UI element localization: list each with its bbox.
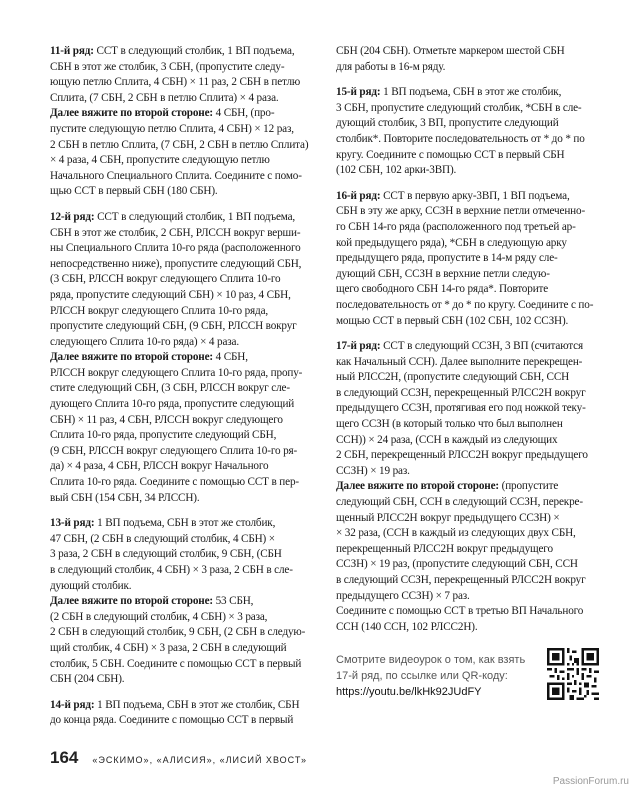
text-line: [50, 563, 316, 579]
text-line: [336, 589, 600, 605]
line-text: дующего Сплита 10-го ряда, пропустите следующий: [50, 398, 295, 411]
text-line: [336, 511, 600, 527]
line-text: да) × 4 раза, 4 СБН, РЛССН вокруг Начального: [50, 460, 269, 473]
line-text: ССТ в следующий столбик, 1 ВП подъема,: [94, 210, 296, 223]
text-line: [50, 459, 316, 475]
line-text: дующий столбик.: [50, 579, 132, 592]
line-text: Сплита 10-го ряда, пропустите следующий СБН,: [50, 429, 277, 442]
row-heading: 14-й ряд:: [50, 698, 95, 711]
page-number: 164: [50, 748, 79, 767]
line-text: ССТ в следующий столбик, 1 ВП подъема,: [93, 45, 295, 57]
text-line: [336, 204, 600, 220]
line-text: РЛССН вокруг следующего Сплита 10-го ряда,: [50, 304, 269, 317]
paragraph: [50, 106, 316, 200]
text-line: [336, 189, 600, 205]
left-column: [50, 44, 316, 739]
paragraph: [50, 516, 316, 594]
line-text: последовательность от * до * по кругу. Соедините с по-: [336, 298, 594, 311]
row-heading: Далее вяжите по второй стороне:: [336, 480, 499, 493]
text-line: [50, 366, 316, 382]
text-line: [336, 573, 600, 589]
text-line: [50, 698, 316, 714]
line-text: щий столбик, 4 СБН) × 3 раза, 2 СБН в следующий: [50, 641, 287, 654]
line-text: в следующий ССЗН, перекрещенный РЛСС2Н вокруг: [336, 386, 586, 399]
video-note-line1: Смотрите видеоурок о том, как взять: [336, 654, 526, 666]
line-text: го СБН 14-го ряда (расположенного под третьей ар-: [336, 220, 576, 233]
line-text: 4 СБН, (про-: [212, 107, 275, 120]
text-line: [336, 236, 600, 252]
line-text: 2 СБН в петлю Сплита, (7 СБН, 2 СБН в петлю Сплита): [50, 138, 309, 151]
line-text: до конца ряда. Соедините с помощью ССТ в первый: [50, 714, 294, 727]
text-line: [336, 620, 600, 636]
text-line: [50, 91, 316, 107]
text-line: [50, 241, 316, 257]
row-heading: 15-й ряд:: [336, 86, 381, 99]
text-line: [50, 184, 316, 200]
line-text: 1 ВП подъема, СБН в этот же столбик, СБН: [94, 698, 300, 711]
line-text: ССН)) × 24 раза, (ССН в каждый из следующих: [336, 433, 558, 446]
line-text: непосредственно ниже), пропустите следующий СБН,: [50, 257, 302, 270]
line-text: кой предыдущего ряда), *СБН в следующую арку: [336, 236, 567, 249]
line-text: 4 СБН,: [212, 351, 248, 364]
paragraph: [50, 594, 316, 688]
text-line: [50, 44, 316, 60]
line-text: СБН (204 СБН). Отметьте маркером шестой СБН: [336, 45, 565, 57]
line-text: ССТ в следующий ССЗН, 3 ВП (считаются: [380, 340, 583, 353]
text-line: [50, 397, 316, 413]
paragraph: [50, 44, 316, 106]
line-text: СБН в этот же столбик, 3 СБН, (пропустите следу-: [50, 60, 285, 73]
row-heading: 16-й ряд:: [336, 189, 381, 202]
text-line: [336, 267, 600, 283]
line-text: щего свободного СБН 14-го ряда*. Повторите: [336, 283, 549, 296]
text-line: [336, 557, 600, 573]
line-text: СБН (204 СБН).: [50, 673, 125, 686]
text-line: [50, 169, 316, 185]
text-line: [50, 641, 316, 657]
video-link[interactable]: https://youtu.be/lkHk92JUdFY: [336, 686, 482, 698]
paragraph: [336, 44, 600, 75]
row-heading: 17-й ряд:: [336, 340, 381, 353]
text-line: [336, 101, 600, 117]
line-text: (9 СБН, РЛССН вокруг следующего Сплита 10-го ря-: [50, 444, 298, 457]
text-line: [336, 163, 600, 179]
text-line: [50, 60, 316, 76]
line-text: СБН в этот же столбик, 2 СБН, РЛССН вокруг верши-: [50, 226, 301, 239]
text-line: [336, 148, 600, 164]
text-line: [50, 122, 316, 138]
line-text: ССЗН) × 19 раз, (пропустите следующий СБН, ССН: [336, 558, 578, 571]
line-text: СБН) × 11 раз, 4 СБН, РЛССН вокруг следующего: [50, 413, 283, 426]
text-line: [50, 381, 316, 397]
text-line: [336, 526, 600, 542]
text-line: [50, 210, 316, 226]
row-heading: Далее вяжите по второй стороне:: [50, 351, 213, 364]
text-line: [50, 335, 316, 351]
text-line: [336, 448, 600, 464]
line-text: следующий СБН, ССН в следующий ССЗН, перекре-: [336, 496, 583, 509]
line-text: столбик, 5 СБН. Соедините с помощью ССТ в первый: [50, 657, 302, 670]
line-text: перекрещенный РЛСС2Н вокруг предыдущего: [336, 542, 553, 555]
line-text: в следующий ССЗН, перекрещенный РЛСС2Н вокруг: [336, 574, 586, 586]
text-line: [50, 106, 316, 122]
qr-code-icon[interactable]: [547, 648, 599, 700]
row-heading: Далее вяжите по второй стороне:: [50, 107, 213, 120]
text-line: [50, 319, 316, 335]
paragraph: [336, 85, 600, 179]
text-line: [336, 251, 600, 267]
row-heading: Далее вяжите по второй стороне:: [50, 595, 213, 608]
text-line: [336, 298, 600, 314]
text-line: [50, 428, 316, 444]
line-text: предыдущего ССЗН, протягивая его под ножкой теку-: [336, 402, 586, 415]
line-text: кругу. Соедините с помощью ССТ в первый СБН: [336, 148, 565, 161]
line-text: Сплита 10-го ряда. Соедините с помощью ССТ в пер-: [50, 476, 299, 489]
text-line: [50, 625, 316, 641]
row-heading: 11-й ряд:: [50, 45, 94, 57]
line-text: ный РЛСС2Н, (пропустите следующий СБН, ССН: [336, 371, 570, 384]
paragraph: [336, 189, 600, 329]
text-line: [336, 44, 600, 60]
text-line: [336, 339, 600, 355]
text-line: [50, 257, 316, 273]
text-line: [336, 282, 600, 298]
line-text: щенный РЛСС2Н вокруг предыдущего ССЗН) ×: [336, 511, 560, 524]
line-text: пустите следующую петлю Сплита, 4 СБН) × 12 раз,: [50, 122, 294, 135]
text-line: [336, 60, 600, 76]
right-column: [336, 44, 600, 645]
line-text: (102 СБН, 102 арки-3ВП).: [336, 164, 457, 177]
line-text: дующий СБН, ССЗН в верхние петли следую-: [336, 267, 550, 280]
line-text: вый СБН (154 СБН, 34 РЛССН).: [50, 491, 200, 504]
row-heading: 13-й ряд:: [50, 517, 95, 530]
line-text: (2 СБН в следующий столбик, 4 СБН) × 3 раза,: [50, 610, 268, 623]
line-text: 2 СБН в следующий столбик, 9 СБН, (2 СБН в следую-: [50, 626, 306, 639]
text-line: [336, 479, 600, 495]
text-line: [50, 413, 316, 429]
text-line: [336, 370, 600, 386]
text-line: [50, 610, 316, 626]
line-text: для работы в 16-м ряду.: [336, 60, 446, 73]
line-text: ССТ в первую арку-3ВП, 1 ВП подъема,: [380, 189, 570, 202]
text-line: [336, 386, 600, 402]
line-text: 53 СБН,: [212, 595, 254, 608]
text-line: [336, 464, 600, 480]
text-line: [50, 657, 316, 673]
text-line: [336, 542, 600, 558]
text-line: [50, 475, 316, 491]
text-line: [50, 491, 316, 507]
text-line: [336, 314, 600, 330]
line-text: ССЗН) × 19 раз.: [336, 464, 410, 477]
line-text: стите следующий СБН, (3 СБН, РЛССН вокруг сле-: [50, 382, 290, 395]
text-line: [50, 532, 316, 548]
line-text: (3 СБН, РЛССН вокруг следующего Сплита 10-го: [50, 273, 281, 286]
text-line: [50, 138, 316, 154]
line-text: следующего Сплита 10-го ряда) × 4 раза.: [50, 335, 240, 348]
line-text: × 4 раза, 4 СБН, пропустите следующую петлю: [50, 154, 270, 167]
line-text: предыдущего ССЗН) × 7 раз.: [336, 589, 470, 602]
line-text: 3 раза, 2 СБН в следующий столбик, 9 СБН, (СБН: [50, 548, 282, 561]
line-text: щего ССЗН (в который только что был выполнен: [336, 418, 563, 431]
text-line: [336, 401, 600, 417]
video-note-line2: 17-й ряд, по ссылке или QR-коду:: [336, 670, 508, 682]
text-line: [50, 153, 316, 169]
text-line: [50, 713, 316, 729]
line-text: 1 ВП подъема, СБН в этот же столбик,: [94, 517, 276, 530]
line-text: щью ССТ в первый СБН (180 СБН).: [50, 185, 218, 198]
line-text: 3 СБН, пропустите следующий столбик, *СБН в сле-: [336, 101, 582, 114]
line-text: Начального Специального Сплита. Соедините с помо-: [50, 169, 302, 182]
text-line: [336, 604, 600, 620]
text-line: [50, 444, 316, 460]
line-text: ССН (140 ССН, 102 РЛСС2Н).: [336, 620, 478, 633]
line-text: мощью ССТ в первый СБН (102 СБН, 102 ССЗН).: [336, 314, 569, 327]
watermark: PassionForum.ru: [552, 776, 629, 787]
line-text: СБН в эту же арку, ССЗН в верхние петли отмеченно-: [336, 205, 586, 218]
line-text: РЛССН вокруг следующего Сплита 10-го ряда, пропу-: [50, 366, 303, 379]
text-line: [50, 272, 316, 288]
text-line: [336, 495, 600, 511]
text-line: [50, 226, 316, 242]
paragraph: [336, 339, 600, 479]
line-text: предыдущего ряда, пропустите в 14-м ряду сле-: [336, 252, 558, 265]
text-line: [336, 85, 600, 101]
line-text: × 32 раза, (ССН в каждый из следующих двух СБН,: [336, 527, 576, 540]
text-line: [50, 516, 316, 532]
text-line: [336, 220, 600, 236]
text-line: [50, 547, 316, 563]
text-line: [50, 672, 316, 688]
footer-title: «ЭСКИМО», «АЛИСИЯ», «ЛИСИЙ ХВОСТ»: [92, 755, 307, 765]
text-line: [50, 579, 316, 595]
paragraph: [336, 479, 600, 635]
line-text: ющую петлю Сплита, 4 СБН) × 11 раз, 2 СБН в петлю: [50, 76, 301, 89]
line-text: (пропустите: [498, 480, 559, 493]
text-line: [50, 594, 316, 610]
paragraph: [50, 210, 316, 350]
line-text: пропустите следующий СБН, (9 СБН, РЛССН вокруг: [50, 320, 297, 333]
text-line: [336, 417, 600, 433]
line-text: 47 СБН, (2 СБН в следующий столбик, 4 СБН) ×: [50, 532, 275, 545]
paragraph: [50, 698, 316, 729]
text-line: [336, 433, 600, 449]
line-text: ны Специального Сплита 10-го ряда (расположенного: [50, 242, 301, 255]
text-line: [50, 304, 316, 320]
text-line: [336, 132, 600, 148]
text-line: [50, 350, 316, 366]
text-line: [336, 116, 600, 132]
line-text: дующий столбик, 3 ВП, пропустите следующий: [336, 117, 559, 130]
line-text: 1 ВП подъема, СБН в этот же столбик,: [380, 86, 562, 99]
page-footer: [50, 748, 307, 768]
line-text: как Начальный ССН). Далее выполните перекрещен-: [336, 355, 583, 368]
video-note: [336, 652, 546, 700]
row-heading: 12-й ряд:: [50, 210, 95, 223]
line-text: в следующий столбик, 4 СБН) × 3 раза, 2 СБН в сле-: [50, 564, 293, 576]
text-line: [336, 355, 600, 371]
line-text: Сплита, (7 СБН, 2 СБН в петлю Сплита) × 4 раза.: [50, 91, 279, 104]
line-text: ряда, пропустите следующий СБН) × 10 раз, 4 СБН,: [50, 288, 291, 301]
line-text: столбик*. Повторите последовательность от * до * по: [336, 132, 585, 145]
text-line: [50, 75, 316, 91]
paragraph: [50, 350, 316, 506]
text-line: [50, 288, 316, 304]
line-text: 2 СБН, перекрещенный РЛСС2Н вокруг предыдущего: [336, 449, 588, 462]
line-text: Соедините с помощью ССТ в третью ВП Начального: [336, 605, 584, 618]
